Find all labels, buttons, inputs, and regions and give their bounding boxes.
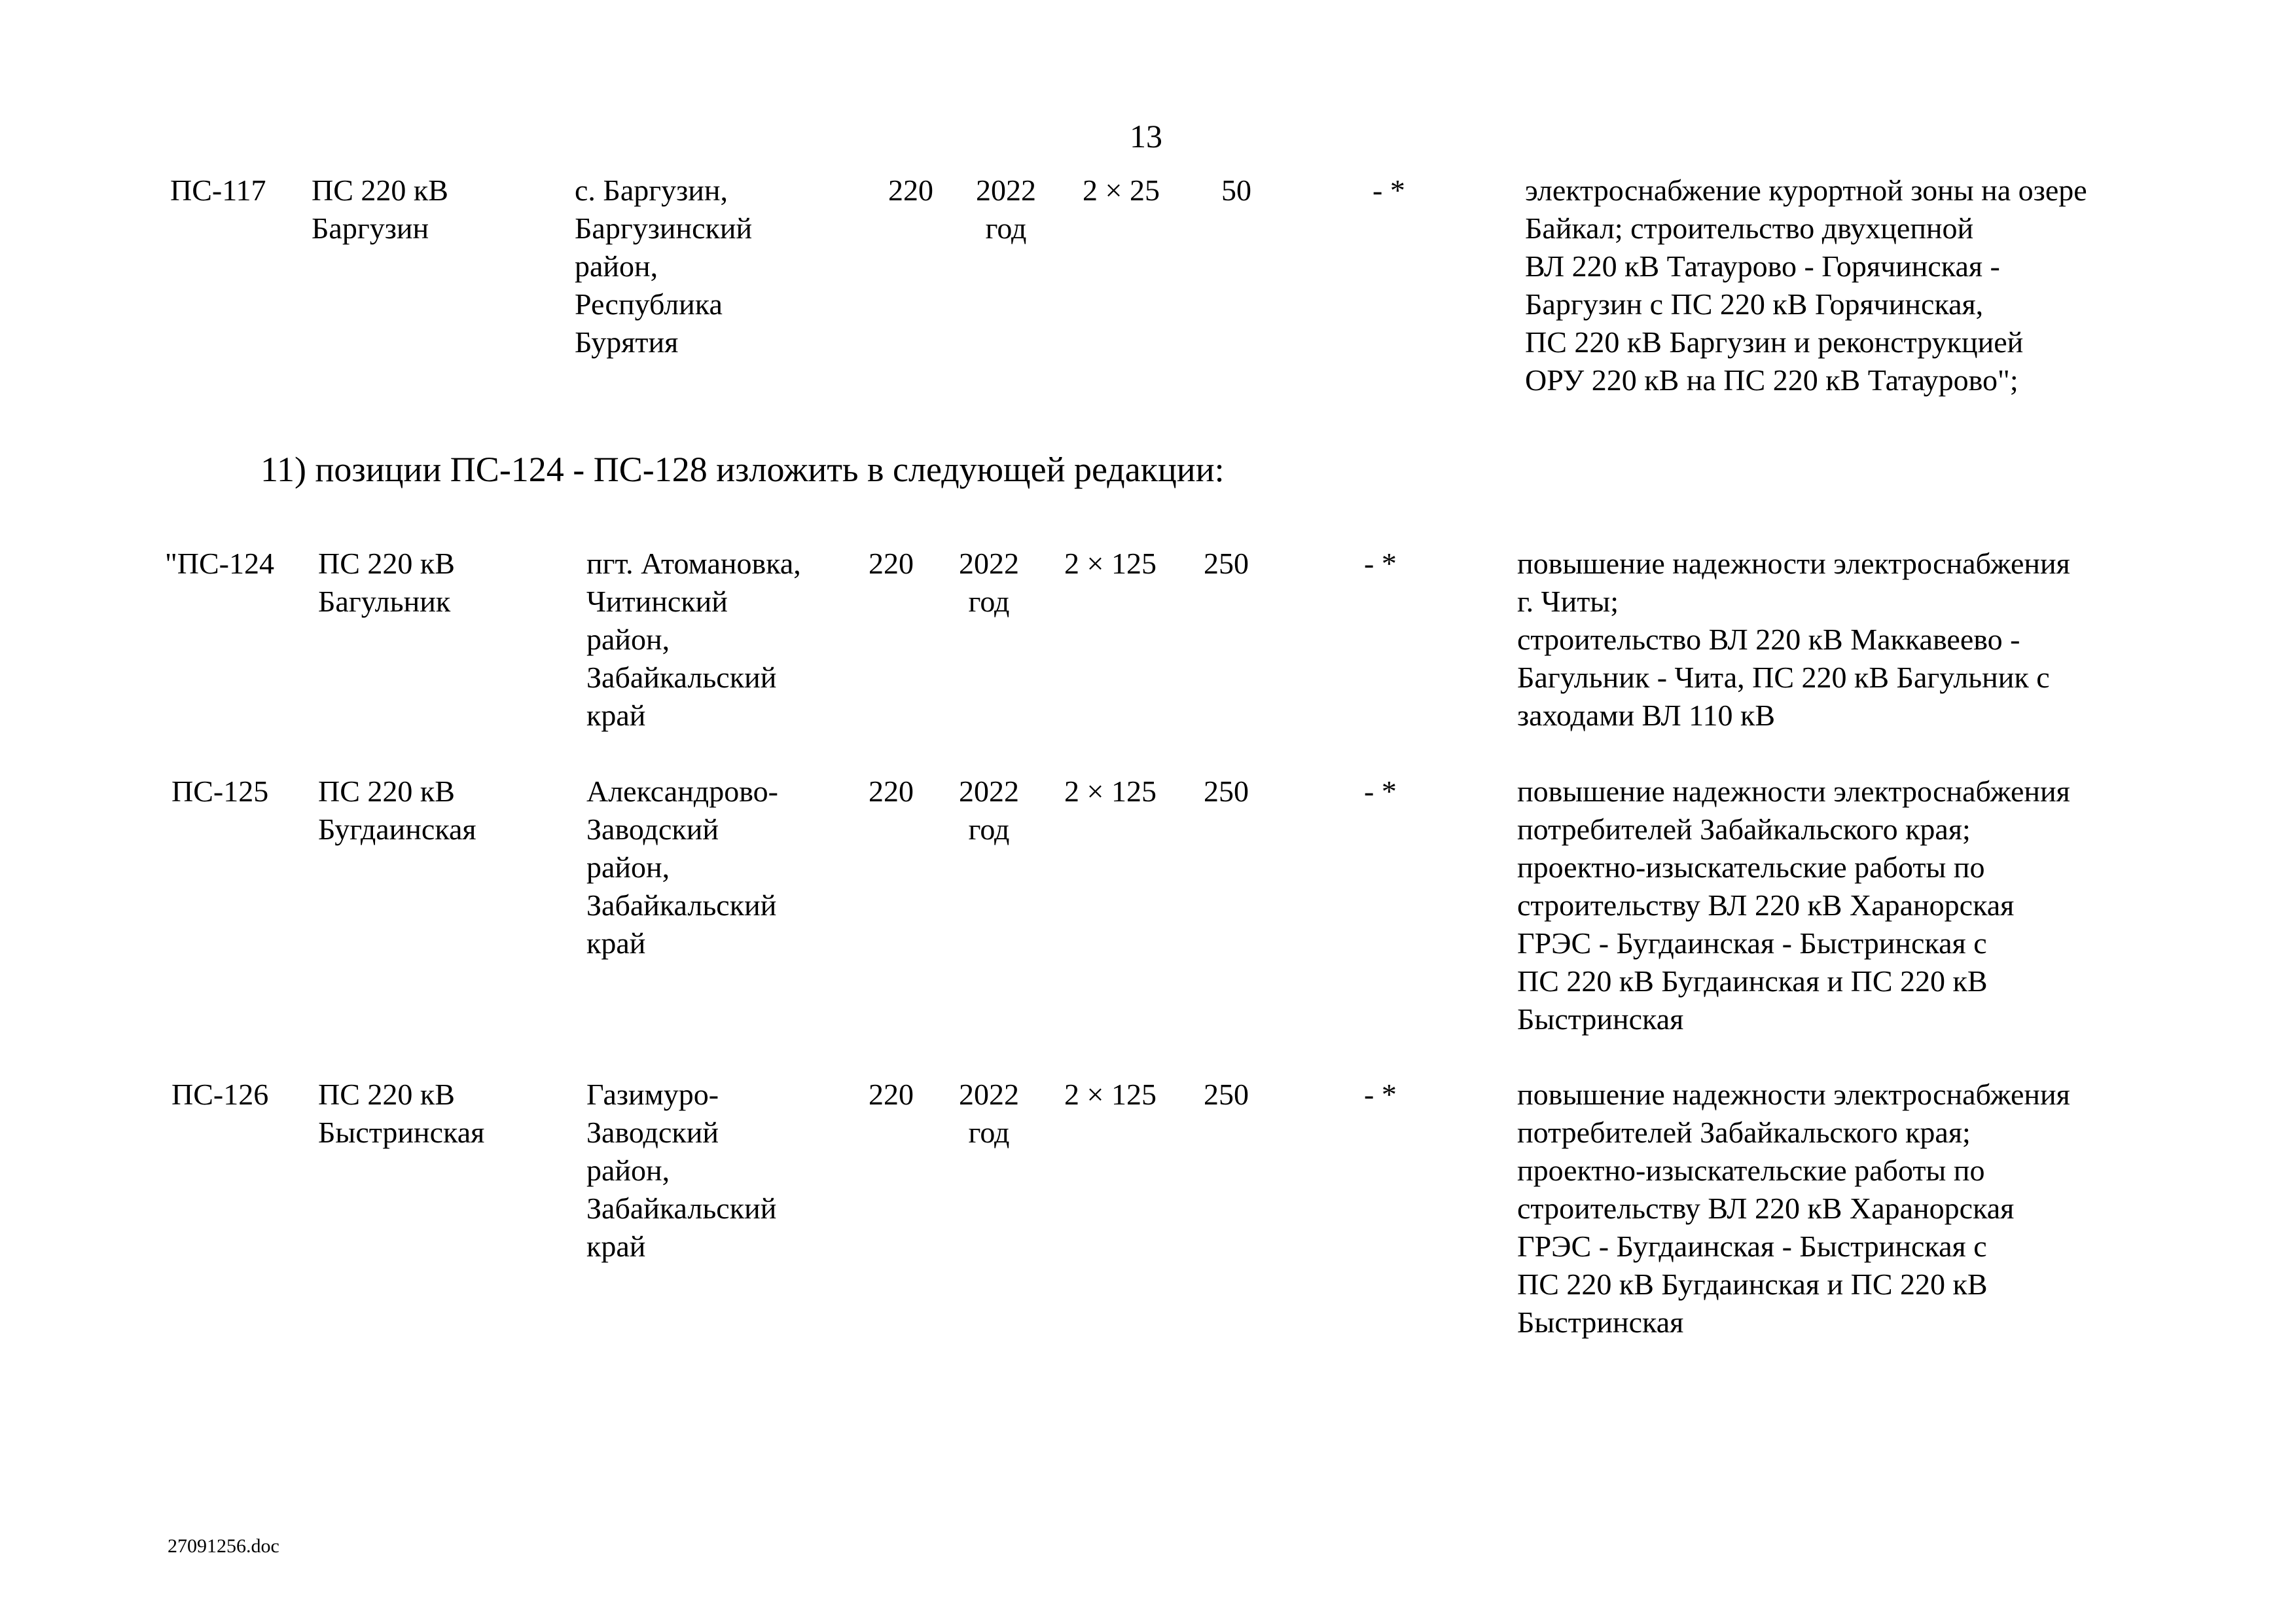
mark-value: - * xyxy=(1372,173,1405,207)
voltage-value: 220 xyxy=(869,775,914,808)
purpose-text: электроснабжение курортной зоны на озере Байкал; строительство двухцепной ВЛ 220 кВ Татаурово - Горячинская - Баргузин с ПС 220 кВ Горячинская, ПС 220 кВ Баргузин и реконструкцией ОРУ 220 кВ на ПС 220 кВ Татаурово"; xyxy=(1525,173,2087,397)
capacity-value: 250 xyxy=(1204,547,1249,580)
document-file-id: 27091256.doc xyxy=(168,1535,279,1557)
capacity-value: 50 xyxy=(1221,173,1251,207)
capacity-value: 250 xyxy=(1204,1078,1249,1111)
substation-location: пгт. Атомановка, Читинский район, Забайкальский край xyxy=(586,547,801,732)
substation-location: Газимуро- Заводский район, Забайкальский край xyxy=(586,1078,777,1263)
purpose-text: повышение надежности электроснабжения потребителей Забайкальского края; проектно-изыскательские работы по строительству ВЛ 220 кВ Харанорская ГРЭС - Бугдаинская - Быстринская с ПС 220 кВ Бугдаинская и ПС 220 кВ Быстринская xyxy=(1517,1078,2070,1339)
transformer-config: 2 × 125 xyxy=(1064,775,1157,808)
commission-year: 2022 год xyxy=(959,775,1019,846)
substation-name: ПС 220 кВ Бугдаинская xyxy=(318,775,476,846)
substation-name: ПС 220 кВ Багульник xyxy=(318,547,455,618)
mark-value: - * xyxy=(1364,1078,1397,1111)
substation-code: ПС-117 xyxy=(170,173,266,207)
substation-name: ПС 220 кВ Быстринская xyxy=(318,1078,485,1149)
voltage-value: 220 xyxy=(888,173,933,207)
substation-name: ПС 220 кВ Баргузин xyxy=(312,173,448,245)
commission-year: 2022 год xyxy=(959,547,1019,618)
substation-code: ПС-125 xyxy=(171,775,269,808)
purpose-text: повышение надежности электроснабжения г. Читы; строительство ВЛ 220 кВ Маккавеево - Багульник - Чита, ПС 220 кВ Багульник с заходами ВЛ 110 кВ xyxy=(1517,547,2070,732)
transformer-config: 2 × 125 xyxy=(1064,547,1157,580)
substation-code: "ПС-124 xyxy=(165,547,274,580)
page-number: 13 xyxy=(1130,118,1162,155)
mark-value: - * xyxy=(1364,775,1397,808)
substation-location: Александрово- Заводский район, Забайкальский край xyxy=(586,775,778,960)
transformer-config: 2 × 125 xyxy=(1064,1078,1157,1111)
voltage-value: 220 xyxy=(869,1078,914,1111)
commission-year: 2022 год xyxy=(976,173,1036,245)
substation-code: ПС-126 xyxy=(171,1078,269,1111)
amendment-instruction: 11) позиции ПС-124 - ПС-128 изложить в следующей редакции: xyxy=(260,450,1225,489)
transformer-config: 2 × 25 xyxy=(1083,173,1160,207)
voltage-value: 220 xyxy=(869,547,914,580)
capacity-value: 250 xyxy=(1204,775,1249,808)
purpose-text: повышение надежности электроснабжения потребителей Забайкальского края; проектно-изыскательские работы по строительству ВЛ 220 кВ Харанорская ГРЭС - Бугдаинская - Быстринская с ПС 220 кВ Бугдаинская и ПС 220 кВ Быстринская xyxy=(1517,775,2070,1036)
mark-value: - * xyxy=(1364,547,1397,580)
substation-location: с. Баргузин, Баргузинский район, Республика Бурятия xyxy=(575,173,753,359)
commission-year: 2022 год xyxy=(959,1078,1019,1149)
